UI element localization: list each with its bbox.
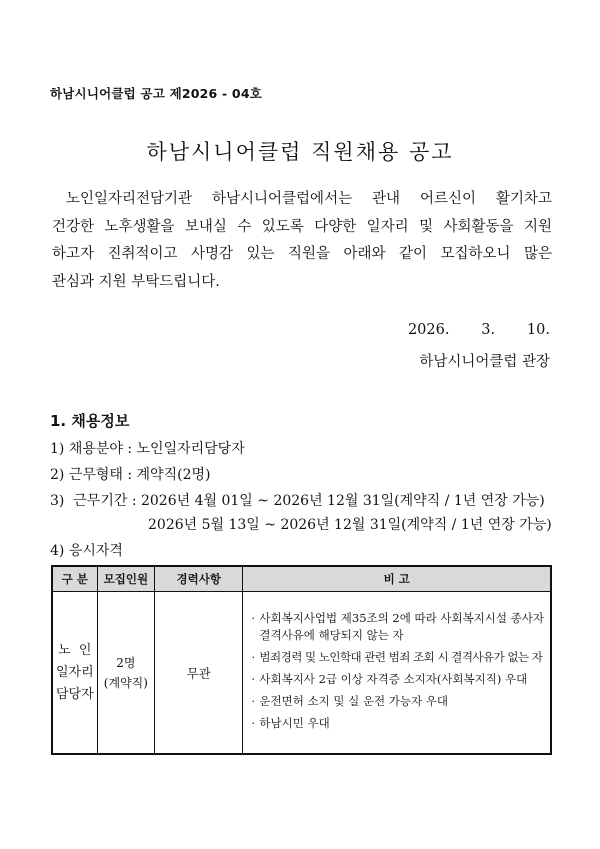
remark-item — [251, 610, 544, 644]
intro-line: 하고자 진취적이고 사명감 있는 직원을 아래와 같이 모집하오니 많은 — [52, 246, 552, 262]
category-line: 노 인 — [58, 642, 92, 658]
page-title: 하남시니어클럽 직원채용 공고 — [146, 140, 454, 164]
intro-paragraph — [52, 186, 552, 296]
category-line: 일자리 — [55, 664, 94, 680]
notice-date: 2026. 3. 10. — [407, 322, 550, 338]
bullet-icon: · — [251, 611, 256, 625]
remark-item — [251, 693, 544, 710]
remark-text: 범죄경력 및 노인학대 관련 범죄 조회 시 결격사유가 없는 자 — [259, 650, 543, 664]
qualification-table — [51, 565, 552, 755]
remark-text: 운전면허 소지 및 실 운전 가능자 우대 — [259, 694, 448, 708]
table-row — [52, 592, 551, 755]
bullet-icon: · — [251, 650, 256, 664]
info-period — [50, 490, 545, 510]
info-qualification: 4) 응시자격 — [50, 543, 123, 559]
intro-line: 노인일자리전담기관 하남시니어클럽에서는 관내 어르신이 활기차고 — [66, 191, 552, 207]
remark-item — [251, 715, 544, 732]
intro-line: 관심과 지원 부탁드립니다. — [52, 273, 220, 290]
remark-text: 사회복지사 2급 이상 자격증 소지자(사회복지직) 우대 — [259, 672, 528, 686]
info-period-label: 3) 근무기간 : — [50, 493, 141, 509]
table-header-row — [52, 566, 551, 592]
header-headcount: 모집인원 — [97, 566, 155, 592]
bullet-icon: · — [251, 694, 256, 708]
signer: 하남시니어클럽 관장 — [419, 354, 550, 370]
notice-number: 하남시니어클럽 공고 제2026 - 04호 — [50, 86, 263, 101]
header-experience: 경력사항 — [155, 566, 243, 592]
remark-item — [251, 649, 544, 666]
headcount-line: 2명 — [116, 655, 136, 670]
cell-category — [52, 592, 97, 755]
header-remarks: 비 고 — [243, 566, 551, 592]
info-period-1: 2026년 4월 01일 ~ 2026년 12월 31일(계약직 / 1년 연장 가능) — [140, 493, 545, 509]
intro-line: 건강한 노후생활을 보내실 수 있도록 다양한 일자리 및 사회활동을 지원 — [52, 218, 552, 235]
headcount-line: (계약직) — [103, 675, 148, 690]
cell-remarks — [243, 592, 551, 755]
cell-experience: 무관 — [155, 592, 243, 755]
info-field: 1) 채용분야 : 노인일자리담당자 — [50, 441, 245, 457]
info-employment-type: 2) 근무형태 : 계약직(2명) — [50, 467, 211, 483]
remark-text: 하남시민 우대 — [259, 716, 330, 730]
header-category: 구 분 — [52, 566, 97, 592]
remark-text: 사회복지사업법 제35조의 2에 따라 사회복지시설 종사자 — [259, 611, 544, 625]
remark-item — [251, 671, 544, 688]
bullet-icon: · — [251, 716, 256, 730]
cell-headcount — [97, 592, 155, 755]
section-heading: 1. 채용정보 — [50, 412, 130, 430]
category-line: 담당자 — [55, 686, 94, 702]
remark-text: 결격사유에 해당되지 않는 자 — [259, 628, 404, 642]
info-period-2: 2026년 5월 13일 ~ 2026년 12월 31일(계약직 / 1년 연장 가능) — [148, 517, 552, 533]
bullet-icon: · — [251, 672, 256, 686]
